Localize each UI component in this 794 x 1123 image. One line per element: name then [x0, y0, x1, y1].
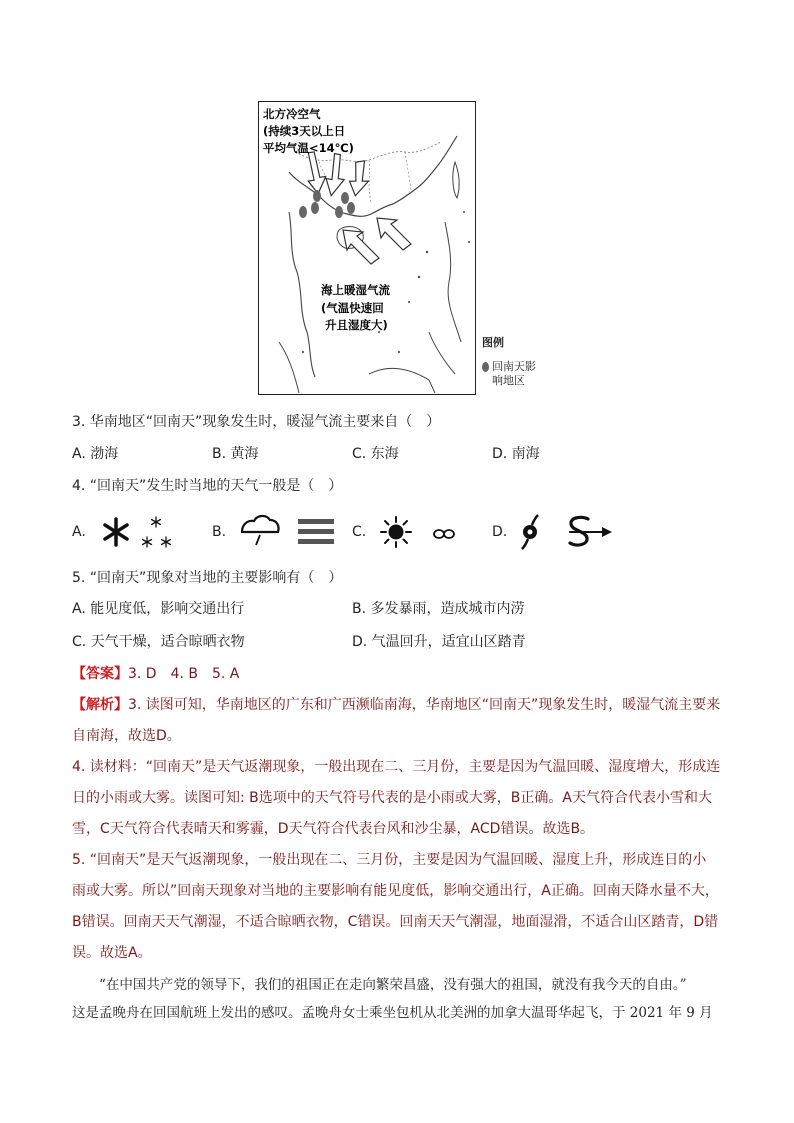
borneo-coast	[369, 368, 435, 393]
q5-option-d[interactable]: D. 气温回升，适宜山区踏青	[352, 634, 526, 650]
cold-air-label: (持续3天以上日	[263, 124, 346, 138]
sunny-icon	[381, 517, 411, 547]
q4-option-d-label[interactable]: D.	[492, 524, 508, 540]
legend-item-label: 响地区	[492, 374, 525, 387]
cold-air-label: 平均气温<14℃)	[263, 141, 354, 155]
q5-option-c[interactable]: C. 天气干燥，适合晾晒衣物	[72, 634, 245, 650]
analysis-line: 日的小雨或大雾。读图可知: B选项中的天气符号代表的是小雨或大雾，B正确。A天气符合代表小雪和大	[72, 790, 712, 806]
warm-air-label: 升且湿度大)	[325, 318, 388, 332]
q4-option-b-label[interactable]: B.	[212, 524, 227, 540]
question-5-stem: 5. “回南天”现象对当地的主要影响有（ ）	[72, 570, 343, 586]
passage-line: “在中国共产党的领导下，我们的祖国正在走向繁荣昌盛，没有强大的祖国，就没有我今天的自由。”	[72, 977, 687, 993]
map-figure	[258, 101, 476, 395]
passage-line: 这是孟晚舟在回国航班上发出的感叹。孟晚舟女士乘坐包机从北美洲的加拿大温哥华起飞，于 2021 年 9 月	[72, 1005, 713, 1021]
typhoon-icon	[522, 515, 538, 549]
q3-option-b[interactable]: B. 黄海	[212, 446, 259, 462]
warm-air-label: 海上暖湿气流	[321, 283, 390, 297]
analysis-block	[72, 690, 724, 969]
analysis-line: 误。故选A。	[72, 945, 152, 961]
analysis-line: 4. 读材料：“回南天”是天气返潮现象，一般出现在二、三月份，主要是因为气温回暖、湿度增大，形成连	[72, 759, 721, 775]
legend-item-label: 回南天影	[492, 360, 536, 373]
snow-storm-icon	[105, 519, 127, 545]
warm-air-arrows	[343, 218, 411, 264]
question-4-stem: 4. “回南天”发生时当地的天气一般是（ ）	[72, 478, 343, 494]
answer-line	[72, 659, 724, 690]
analysis-line: 雪，C天气符合代表晴天和雾霾，D天气符合代表台风和沙尘暴，ACD错误。故选B。	[72, 821, 595, 837]
reading-passage	[72, 971, 724, 1027]
haze-icon	[434, 530, 454, 538]
analysis-line: 雨或大雾。所以”回南天现象对当地的主要影响有能见度低，影响交通出行，A正确。回南天降水量不大，	[72, 883, 719, 899]
q4-option-a-label[interactable]: A.	[72, 524, 86, 540]
q3-option-a[interactable]: A. 渤海	[72, 446, 119, 462]
analysis-line: 自南海，故选D。	[72, 728, 181, 744]
q4-option-d-icons[interactable]	[514, 512, 618, 552]
snow-icon	[143, 517, 171, 547]
malay-coast	[279, 342, 299, 393]
fog-icon	[298, 519, 334, 544]
q3-option-d[interactable]: D. 南海	[492, 446, 540, 462]
legend-title: 图例	[482, 336, 504, 349]
q4-option-a-icons[interactable]	[100, 513, 180, 551]
cold-air-label: 北方冷空气	[263, 107, 321, 121]
q5-option-b[interactable]: B. 多发暴雨，造成城市内涝	[352, 601, 525, 617]
map-legend	[482, 336, 536, 388]
q5-option-a[interactable]: A. 能见度低，影响交通出行	[72, 601, 245, 617]
analysis-line: B错误。回南天天气潮湿，不适合晾晒衣物，C错误。回南天天气潮湿，地面湿滑，不适合山区踏青，D错	[72, 914, 719, 930]
answer-text: 3. D 4. B 5. A	[128, 666, 240, 682]
q4-option-b-icons[interactable]	[236, 512, 346, 552]
analysis-tag: 【解析】	[72, 697, 128, 713]
vietnam-coast	[289, 212, 315, 377]
q4-option-c-label[interactable]: C.	[352, 524, 367, 540]
philippines-coast	[429, 222, 461, 374]
q4-option-c-icons[interactable]	[374, 513, 464, 551]
taiwan-island	[453, 162, 459, 198]
question-3-stem: 3. 华南地区“回南天”现象发生时，暖湿气流主要来自（ ）	[72, 414, 441, 430]
answer-tag: 【答案】	[72, 666, 128, 682]
sandstorm-icon	[570, 517, 612, 545]
light-rain-icon	[242, 516, 279, 545]
analysis-line: 5. “回南天”是天气返潮现象，一般出现在二、三月份，主要是因为气温回暖、湿度上升，形成连日的小	[72, 852, 707, 868]
south-china-map	[259, 102, 474, 393]
affected-area-icon	[482, 362, 489, 372]
analysis-line: 【解析】3. 读图可知，华南地区的广东和广西濒临南海，华南地区“回南天”现象发生时，暖湿气流主要来	[72, 697, 721, 713]
q3-option-c[interactable]: C. 东海	[352, 446, 399, 462]
warm-air-label: (气温快速回	[321, 301, 384, 315]
